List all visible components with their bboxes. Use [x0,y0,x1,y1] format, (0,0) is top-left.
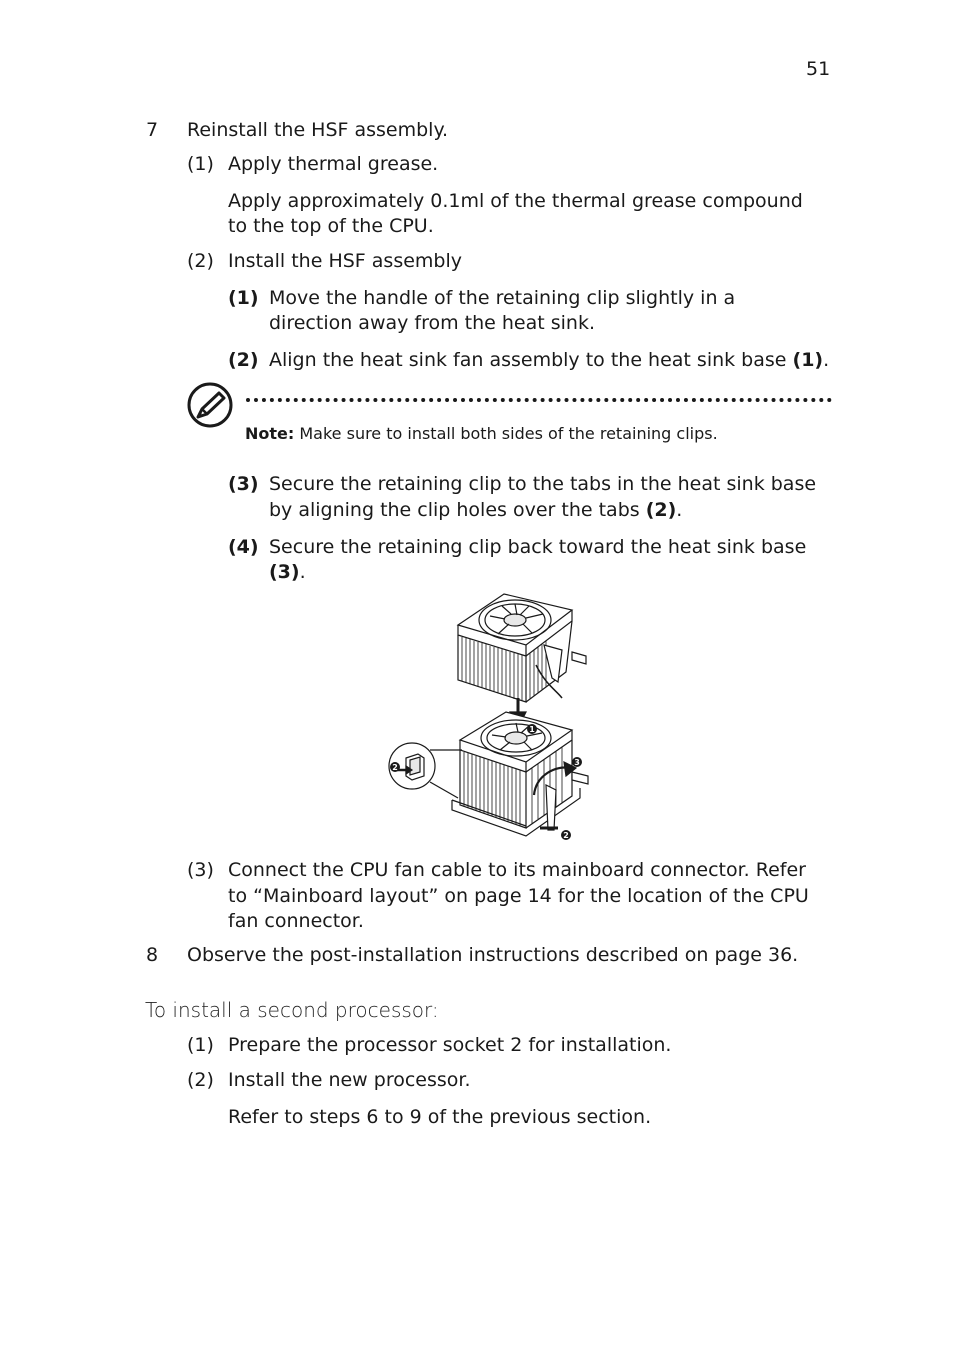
step-7-number: 7 [146,119,159,141]
callout-3: 3 [574,758,580,767]
substep-2-tail: . [823,349,830,371]
step-7-1-detail-line2: to the top of the CPU. [228,215,434,237]
second-1-number: (1) [187,1034,214,1056]
step-7-1-text: Apply thermal grease. [228,153,439,175]
substep-1-line2: direction away from the heat sink. [269,312,596,334]
substep-3-tail: . [676,499,683,521]
substep-2-line [269,348,829,373]
step-8-text: Observe the post-installation instructions described on page 36. [187,944,799,966]
substep-4-ref: (3) [269,561,300,583]
step-7-text: Reinstall the HSF assembly. [187,119,449,141]
substep-3-line2 [269,498,682,523]
second-detail: Refer to steps 6 to 9 of the previous section. [228,1106,652,1128]
step-7-3-number: (3) [187,859,214,881]
note-label: Note: [245,424,295,443]
step-7-1-number: (1) [187,153,214,175]
step-7-3-line2: to “Mainboard layout” on page 14 for the location of the CPU [228,885,809,907]
step-7-3-line3: fan connector. [228,910,364,932]
note-pencil-icon [186,382,234,428]
step-7-2-text: Install the HSF assembly [228,250,462,272]
substep-3-text: by aligning the clip holes over the tabs [269,499,646,521]
substep-3-line1: Secure the retaining clip to the tabs in the heat sink base [269,473,817,495]
substep-4-number: (4) [228,536,259,558]
second-2-number: (2) [187,1069,214,1091]
note-divider [246,398,832,402]
step-7-2-number: (2) [187,250,214,272]
second-processor-heading: To install a second processor: [145,998,439,1022]
substep-3-number: (3) [228,473,259,495]
step-8-number: 8 [146,944,159,966]
substep-4-line2 [269,560,306,585]
substep-2-ref: (1) [792,349,824,371]
substep-2-number: (2) [228,349,259,371]
page-number: 51 [806,58,831,80]
second-1-text: Prepare the processor socket 2 for installation. [228,1034,672,1056]
note [245,424,718,444]
substep-1-line1: Move the handle of the retaining clip slightly in a [269,287,736,309]
step-7-1-detail-line1: Apply approximately 0.1ml of the thermal grease compound [228,190,803,212]
substep-2-text: Align the heat sink fan assembly to the heat sink base [269,349,793,371]
note-text: Make sure to install both sides of the retaining clips. [294,424,718,443]
substep-4-tail: . [299,561,306,583]
second-2-text: Install the new processor. [228,1069,471,1091]
substep-3-ref: (2) [645,499,677,521]
step-7-3-line1: Connect the CPU fan cable to its mainboard connector. Refer [228,859,806,881]
substep-4-line1: Secure the retaining clip back toward the heat sink base [269,536,807,558]
hsf-assembly-illustration [386,590,592,846]
callout-2: 2 [563,831,569,840]
callout-1: 1 [529,725,535,734]
callout-2-inset: 2 [392,763,398,772]
substep-1-number: (1) [228,287,259,309]
